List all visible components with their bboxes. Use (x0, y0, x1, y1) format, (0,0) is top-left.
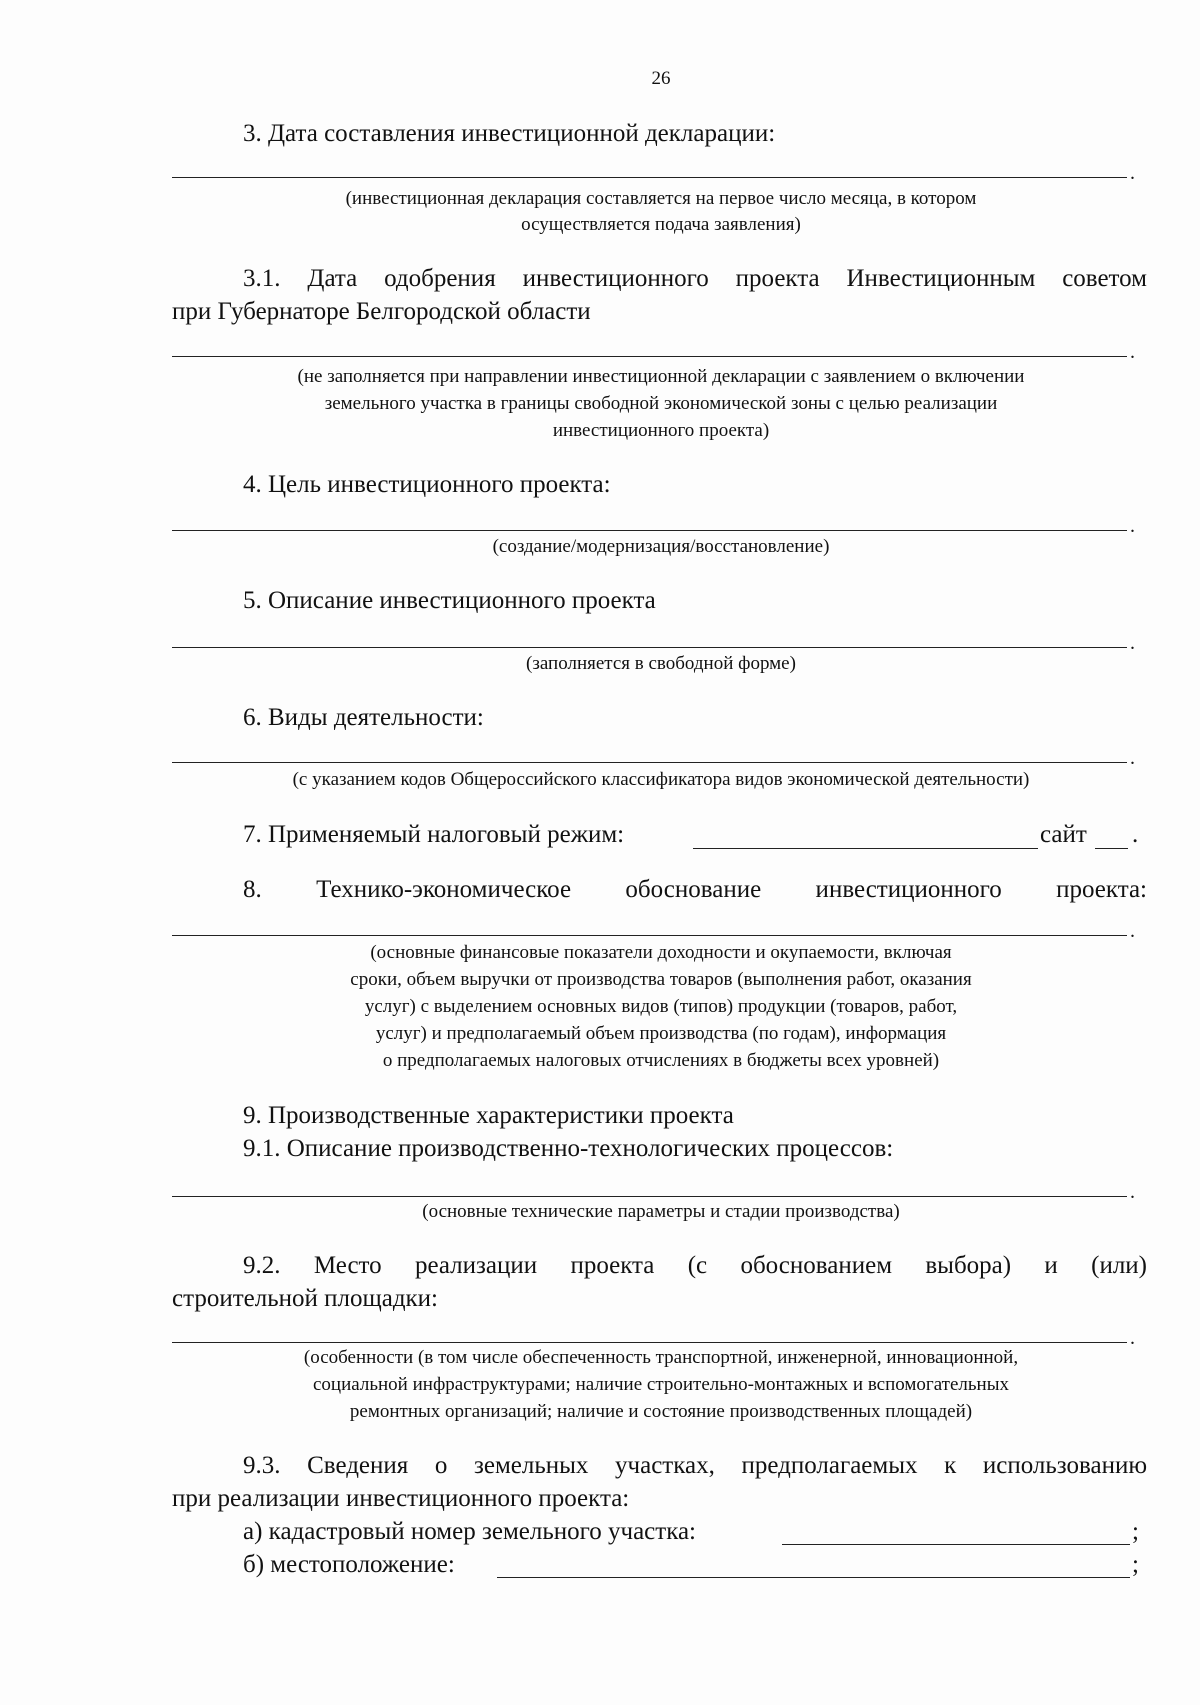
s5-heading: 5. Описание инвестиционного проекта (243, 587, 656, 614)
site-field[interactable] (1095, 848, 1128, 849)
s31-caption-3: инвестиционного проекта) (552, 420, 770, 441)
s9-heading: 9. Производственные характеристики проекта (243, 1102, 734, 1129)
s31-line-1: 3.1. Дата одобрения инвестиционного проекта Инвестиционным советом (243, 265, 1147, 292)
s3-line-end: . (1130, 162, 1135, 184)
s5-caption: (заполняется в свободной форме) (526, 653, 796, 674)
s93-line-1: 9.3. Сведения о земельных участках, предполагаемых к использованию (243, 1452, 1147, 1479)
s8-caption-3: услуг) с выделением основных видов (типов) продукции (товаров, работ, (364, 996, 958, 1017)
s4-line-end: . (1130, 515, 1135, 537)
s91-caption: (основные технические параметры и стадии производства) (422, 1201, 900, 1222)
s92-fill-line (172, 1342, 1127, 1343)
s92-line-end: . (1130, 1327, 1135, 1349)
s8-caption-5: о предполагаемых налоговых отчислениях в бюджеты всех уровней) (382, 1050, 940, 1071)
tax-regime-field[interactable] (693, 848, 1038, 849)
s3-caption-1: (инвестиционная декларация составляется на первое число месяца, в котором (345, 188, 977, 209)
s8-heading: 8. Технико-экономическое обоснование инвестиционного проекта: (243, 876, 1147, 903)
s3-fill-line (172, 177, 1127, 178)
s91-line-end: . (1130, 1181, 1135, 1203)
page-number: 26 (651, 68, 671, 89)
s31-line-end: . (1130, 341, 1135, 363)
s7-end: . (1132, 821, 1139, 848)
s6-fill-line (172, 762, 1127, 763)
s93-sep-b: ; (1132, 1551, 1139, 1578)
s4-heading: 4. Цель инвестиционного проекта: (243, 471, 611, 498)
s8-caption-1: (основные финансовые показатели доходности и окупаемости, включая (370, 942, 952, 963)
s93-location-label: б) местоположение: (243, 1551, 455, 1578)
s31-caption-1: (не заполняется при направлении инвестиционной декларации с заявлением о включении (297, 366, 1025, 387)
cadastral-number-field[interactable] (782, 1544, 1130, 1545)
s92-caption-1: (особенности (в том числе обеспеченность транспортной, инженерной, инновационной, (303, 1347, 1019, 1368)
s92-caption-3: ремонтных организаций; наличие и состояние производственных площадей) (349, 1401, 973, 1422)
s3-heading: 3. Дата составления инвестиционной декларации: (243, 120, 776, 147)
s4-fill-line (172, 530, 1127, 531)
s91-heading: 9.1. Описание производственно-технологических процессов: (243, 1135, 894, 1162)
s3-caption-2: осуществляется подача заявления) (521, 214, 801, 235)
s92-line-2: строительной площадки: (172, 1285, 439, 1312)
s7-suffix: сайт (1040, 821, 1087, 848)
s8-line-end: . (1130, 920, 1135, 942)
s93-sep-a: ; (1132, 1518, 1139, 1545)
s31-caption-2: земельного участка в границы свободной экономической зоны с целью реализации (324, 393, 998, 414)
s8-caption-4: услуг) и предполагаемый объем производства (по годам), информация (375, 1023, 947, 1044)
s91-fill-line (172, 1196, 1127, 1197)
location-field[interactable] (497, 1577, 1130, 1578)
s31-line-2: при Губернаторе Белгородской области (172, 298, 591, 325)
s92-caption-2: социальной инфраструктурами; наличие строительно-монтажных и вспомогательных (313, 1374, 1009, 1395)
s93-cadastral-label: а) кадастровый номер земельного участка: (243, 1518, 697, 1545)
s5-line-end: . (1130, 632, 1135, 654)
s92-line-1: 9.2. Место реализации проекта (с обоснованием выбора) и (или) (243, 1252, 1147, 1279)
s8-caption-2: сроки, объем выручки от производства товаров (выполнения работ, оказания (350, 969, 972, 990)
s31-fill-line (172, 356, 1127, 357)
s6-line-end: . (1130, 747, 1135, 769)
s8-fill-line (172, 935, 1127, 936)
s93-line-2: при реализации инвестиционного проекта: (172, 1485, 630, 1512)
s6-caption: (с указанием кодов Общероссийского классификатора видов экономической деятельности) (292, 769, 1030, 790)
s6-heading: 6. Виды деятельности: (243, 704, 484, 731)
s5-fill-line (172, 647, 1127, 648)
s7-label: 7. Применяемый налоговый режим: (243, 821, 625, 848)
s4-caption: (создание/модернизация/восстановление) (492, 536, 830, 557)
